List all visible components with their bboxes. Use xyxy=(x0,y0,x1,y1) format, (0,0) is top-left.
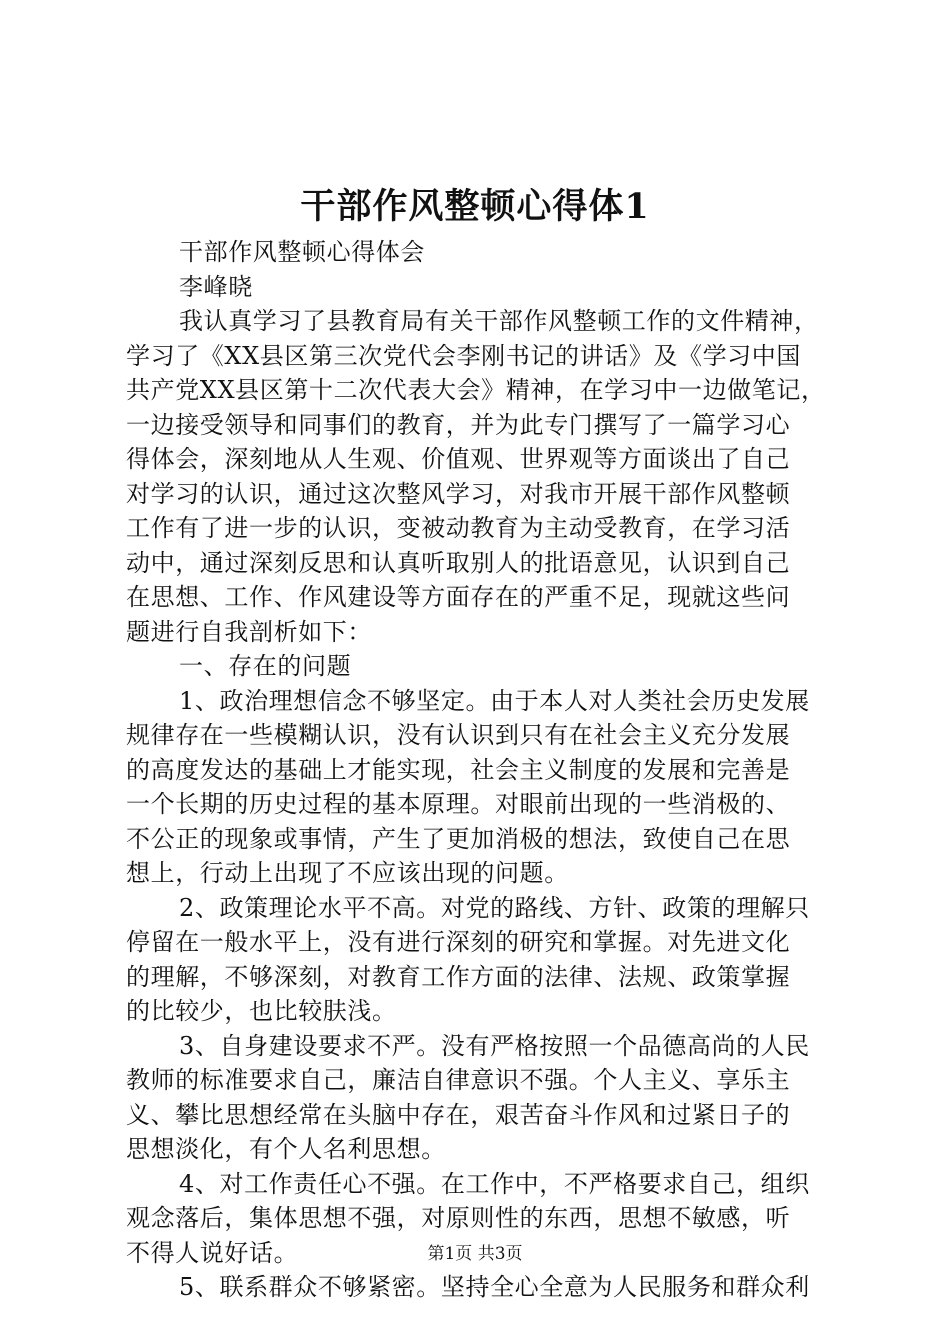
page-footer: 第1页 共3页 xyxy=(427,1244,523,1264)
text-line: 想上，行动上出现了不应该出现的问题。 xyxy=(126,859,569,887)
text-line: 在思想、工作、作风建设等方面存在的严重不足，现就这些问 xyxy=(126,583,791,611)
text-line: 3、自身建设要求不严。没有严格按照一个品德高尚的人民 xyxy=(179,1031,810,1060)
text-line: 工作有了进一步的认识，变被动教育为主动受教育，在学习活 xyxy=(126,514,791,542)
text-line: 一、存在的问题 xyxy=(179,652,352,680)
document-title: 干部作风整顿心得体1 xyxy=(300,186,650,227)
text-line: 停留在一般水平上，没有进行深刻的研究和掌握。对先进文化 xyxy=(126,928,791,956)
text-line: 的理解，不够深刻，对教育工作方面的法律、法规、政策掌握 xyxy=(126,962,791,991)
text-line: 义、攀比思想经常在头脑中存在，艰苦奋斗作风和过紧日子的 xyxy=(126,1100,791,1129)
text-line: 一边接受领导和同事们的教育，并为此专门撰写了一篇学习心 xyxy=(126,410,791,439)
text-line: 5、联系群众不够紧密。坚持全心全意为人民服务和群众利 xyxy=(179,1273,810,1301)
text-line: 不公正的现象或事情，产生了更加消极的想法，致使自己在思 xyxy=(126,824,791,853)
text-line: 规律存在一些模糊认识，没有认识到只有在社会主义充分发展 xyxy=(126,721,791,749)
text-line: 李峰晓 xyxy=(179,272,253,301)
text-line: 题进行自我剖析如下： xyxy=(126,617,372,646)
text-line: 4、对工作责任心不强。在工作中，不严格要求自己，组织 xyxy=(179,1169,810,1198)
text-line: 思想淡化，有个人名利思想。 xyxy=(126,1135,446,1163)
text-line: 干部作风整顿心得体会 xyxy=(179,238,425,266)
text-line: 一个长期的历史过程的基本原理。对眼前出现的一些消极的、 xyxy=(126,790,791,818)
text-line: 对学习的认识，通过这次整风学习，对我市开展干部作风整顿 xyxy=(126,479,791,508)
text-line: 动中，通过深刻反思和认真听取别人的批语意见，认识到自己 xyxy=(126,548,791,577)
text-line: 教师的标准要求自己，廉洁自律意识不强。个人主义、享乐主 xyxy=(126,1066,791,1094)
text-line: 观念落后，集体思想不强，对原则性的东西，思想不敏感，听 xyxy=(126,1204,791,1232)
text-line: 的高度发达的基础上才能实现，社会主义制度的发展和完善是 xyxy=(126,755,791,784)
text-line: 得体会，深刻地从人生观、价值观、世界观等方面谈出了自己 xyxy=(126,445,791,473)
text-line: 共产党XX县区第十二次代表大会》精神，在学习中一边做笔记， xyxy=(126,376,826,404)
text-line: 不得人说好话。 xyxy=(126,1238,299,1267)
document-body xyxy=(126,235,832,1305)
text-line: 2、政策理论水平不高。对党的路线、方针、政策的理解只 xyxy=(179,893,810,922)
text-line: 我认真学习了县教育局有关干部作风整顿工作的文件精神， xyxy=(179,307,819,335)
text-line: 学习了《XX县区第三次党代会李刚书记的讲话》及《学习中国 xyxy=(126,341,801,370)
text-line: 的比较少，也比较肤浅。 xyxy=(126,997,397,1025)
text-line: 1、政治理想信念不够坚定。由于本人对人类社会历史发展 xyxy=(179,686,810,715)
